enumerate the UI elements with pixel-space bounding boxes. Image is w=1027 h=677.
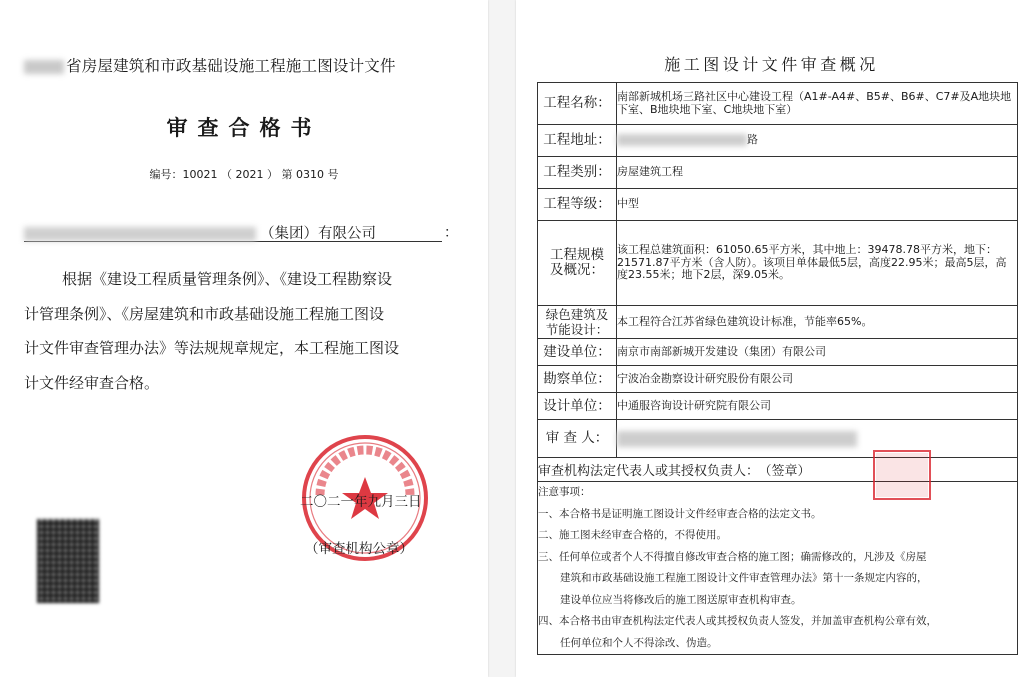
addressee-suffix: （集团）有限公司 (260, 226, 376, 242)
label-legal-rep: 审查机构法定代表人或其授权负责人： (538, 464, 760, 479)
certificate-page (0, 0, 488, 677)
table-row (538, 189, 1018, 221)
notes-heading: 注意事项： (538, 486, 591, 498)
body-line: 计文件审查管理办法》等法规规章规定，本工程施工图设 (24, 339, 400, 357)
value-construction-unit: 南京市南部新城开发建设（集团）有限公司 (617, 339, 1018, 366)
table-row (538, 339, 1018, 366)
redacted-company-name (24, 227, 256, 241)
value-project-category: 房屋建筑工程 (617, 157, 1018, 189)
value-project-grade: 中型 (617, 189, 1018, 221)
table-row (538, 420, 1018, 458)
value-project-address (617, 125, 1018, 157)
value-green-building: 本工程符合江苏省绿色建筑设计标准，节能率65%。 (617, 306, 1018, 339)
certificate-number: 编号：10021 （ 2021 ） 第 0310 号 (149, 168, 339, 181)
notes-section (538, 482, 1018, 655)
label-project-name: 工程名称： (538, 83, 617, 125)
qr-code-image (37, 519, 99, 603)
overview-table (537, 82, 1018, 655)
issue-date: 二〇二一年九月三日 (300, 494, 422, 510)
document-title (24, 54, 396, 76)
value-project-name: 南部新城机场三路社区中心建设工程（A1#-A4#、B5#、B6#、C7#及A地块地下室、B地块地下室、C地块地下室） (617, 83, 1018, 125)
table-row (538, 125, 1018, 157)
note-line: 四、本合格书由审查机构法定代表人或其授权负责人签发，并加盖审查机构公章有效， (538, 615, 937, 627)
label-project-grade: 工程等级： (538, 189, 617, 221)
value-legal-rep: （签章） (765, 464, 811, 479)
label-project-scale: 工程规模及概况： (538, 221, 617, 306)
value-project-scale: 该工程总建筑面积：61050.65平方米，其中地上：39478.78平方米，地下：21571.87平方米（含人防）。该项目单体最低5层，高度22.95米；最高5层，高度23.55米；地下2层，深9.05米。 (617, 221, 1018, 306)
note-line: 任何单位和个人不得涂改、伪造。 (560, 636, 718, 649)
redacted-reviewer-names (617, 431, 857, 447)
org-seal-label: （审查机构公章） (305, 541, 413, 557)
table-row (538, 306, 1018, 339)
note-line: 建设单位应当将修改后的施工图送原审查机构审查。 (560, 593, 802, 606)
label-construction-unit: 建设单位： (538, 339, 617, 366)
table-row (538, 366, 1018, 393)
body-line: 计管理条例》、《房屋建筑和市政基础设施工程施工图设 (24, 304, 385, 323)
note-line: 三、任何单位或者个人不得擅自修改审查合格的施工图；确需修改的，凡涉及《房屋 (538, 550, 927, 563)
document-title-text: 省房屋建筑和市政基础设施工程施工图设计文件 (66, 57, 396, 75)
addressee-colon: ： (444, 225, 458, 241)
label-project-category: 工程类别： (538, 157, 617, 189)
note-line: 一、本合格书是证明施工图设计文件经审查合格的法定文书。 (538, 507, 822, 520)
note-line: 二、施工图未经审查合格的，不得使用。 (538, 529, 727, 541)
label-project-address: 工程地址： (538, 125, 617, 157)
label-survey-unit: 勘察单位： (538, 366, 617, 393)
label-design-unit: 设计单位： (538, 393, 617, 420)
redacted-province (24, 60, 64, 74)
addressee-line (24, 222, 442, 242)
legal-rep-row (538, 458, 1018, 482)
table-row (538, 221, 1018, 306)
table-row (538, 482, 1018, 655)
table-row (538, 393, 1018, 420)
reviewer-stamp-icon (872, 449, 932, 501)
label-reviewer: 审 查 人： (538, 420, 617, 458)
value-design-unit: 中通服咨询设计研究院有限公司 (617, 393, 1018, 420)
body-line: 计文件经审查合格。 (24, 373, 160, 392)
body-line: 根据《建设工程质量管理条例》、《建设工程勘察设 (62, 270, 393, 288)
note-line: 建筑和市政基础设施工程施工图设计文件审查管理办法》第十一条规定内容的， (560, 572, 928, 584)
value-survey-unit: 宁波冶金勘察设计研究股份有限公司 (617, 366, 1018, 393)
certificate-body (24, 262, 454, 400)
value-reviewer (617, 420, 1018, 458)
label-green-building: 绿色建筑及节能设计： (538, 306, 617, 339)
overview-title: 施工图设计文件审查概况 (664, 55, 879, 74)
table-row (538, 83, 1018, 125)
address-visible-text: 路 (747, 133, 758, 147)
table-row (538, 157, 1018, 189)
redacted-address (617, 134, 747, 146)
table-row (538, 458, 1018, 482)
certificate-title: 审查合格书 (166, 116, 322, 140)
